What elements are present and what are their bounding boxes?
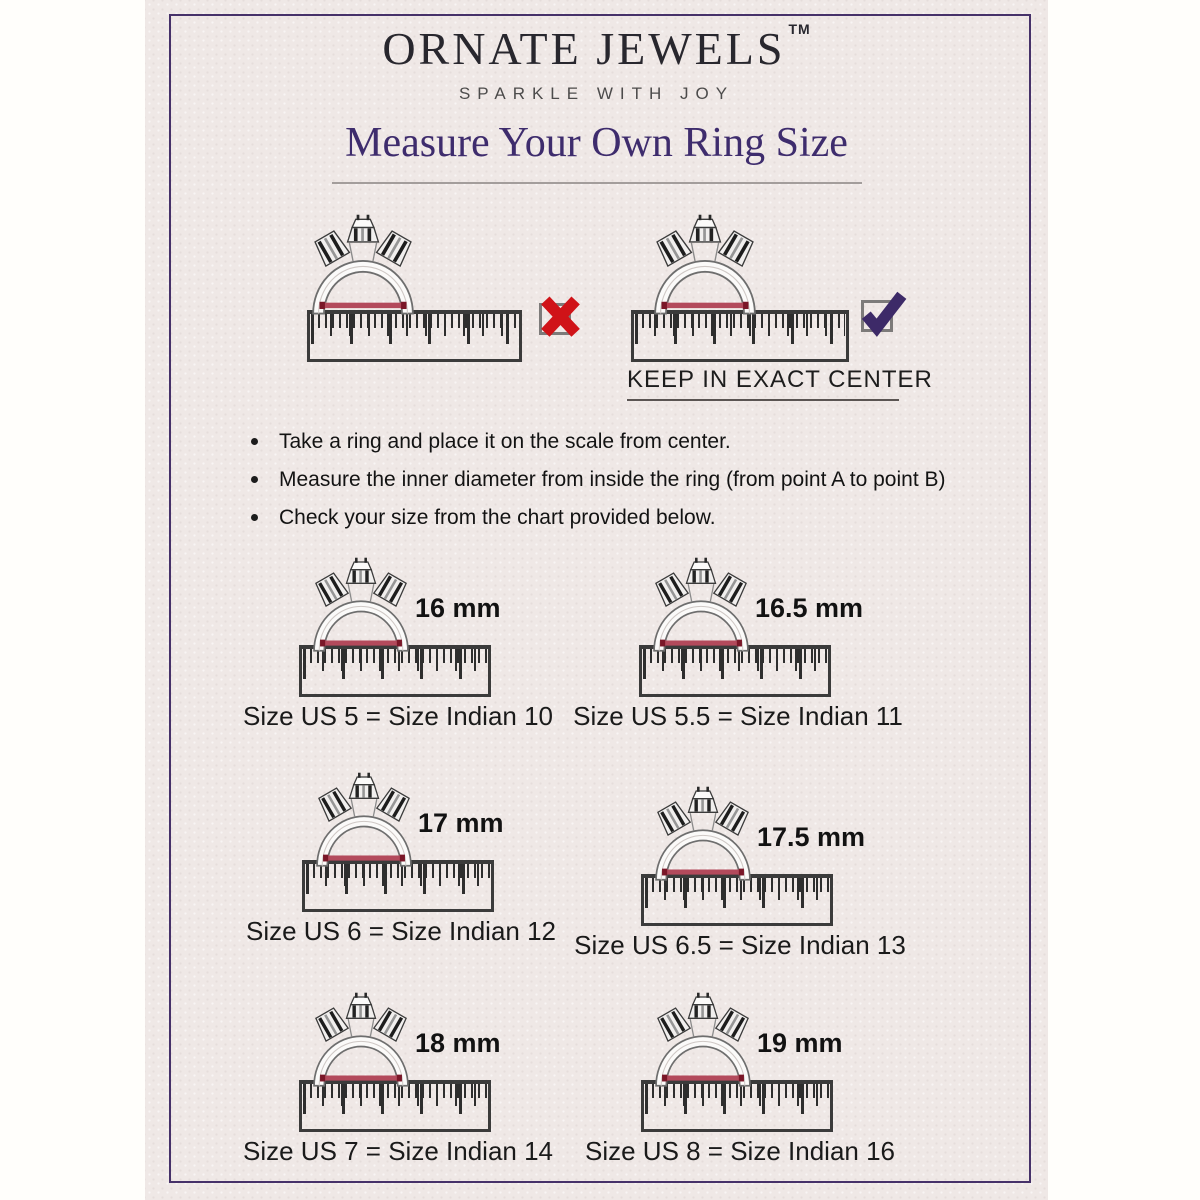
trademark-symbol: TM: [788, 21, 811, 37]
size-conversion-label: Size US 5.5 = Size Indian 11: [573, 701, 903, 731]
size-conversion-label: Size US 8 = Size Indian 16: [584, 1136, 896, 1166]
diameter-label: 18 mm: [415, 1028, 501, 1058]
size-conversion-label: Size US 6.5 = Size Indian 13: [574, 930, 906, 960]
demo-wrong-placement: [295, 212, 535, 372]
size-chart-item-19mm: [584, 990, 896, 1170]
x-icon: [539, 303, 571, 335]
ring-illustration: [297, 555, 425, 656]
size-conversion-label: Size US 7 = Size Indian 14: [242, 1136, 554, 1166]
size-chart-item-16mm: [242, 555, 554, 735]
ring-illustration: [639, 784, 767, 885]
ring-illustration: [297, 990, 425, 1091]
instruction-item: Take a ring and place it on the scale from center.: [248, 430, 946, 454]
demo-correct-placement: [631, 212, 871, 372]
diameter-label: 17.5 mm: [757, 822, 866, 852]
diameter-label: 17 mm: [418, 808, 504, 838]
instruction-list: [248, 430, 946, 544]
size-conversion-label: Size US 6 = Size Indian 12: [245, 916, 557, 946]
size-chart-item-17-5mm: [574, 784, 906, 964]
check-icon: [861, 300, 893, 332]
ring-illustration: [300, 770, 428, 871]
ring-illustration: [295, 212, 431, 319]
brand-tagline: SPARKLE WITH JOY: [458, 83, 735, 103]
size-chart-item-16-5mm: [573, 555, 903, 735]
title-divider: [332, 182, 862, 184]
ring-illustration: [639, 990, 767, 1091]
brand-name: ORNATE JEWELS: [382, 23, 786, 74]
diameter-label: 19 mm: [757, 1028, 843, 1058]
ring-illustration: [637, 212, 773, 319]
size-chart-item-18mm: [242, 990, 554, 1170]
page-title: Measure Your Own Ring Size: [345, 119, 848, 166]
diameter-label: 16 mm: [415, 593, 501, 623]
size-conversion-label: Size US 5 = Size Indian 10: [242, 701, 554, 731]
instruction-item: Measure the inner diameter from inside the ring (from point A to point B): [248, 468, 946, 492]
diameter-label: 16.5 mm: [755, 593, 864, 623]
size-chart-item-17mm: [245, 770, 557, 950]
ring-illustration: [637, 555, 765, 656]
instruction-item: Check your size from the chart provided below.: [248, 506, 946, 530]
keep-in-center-caption: KEEP IN EXACT CENTER: [627, 366, 899, 401]
brand-logo: [145, 22, 1048, 75]
size-guide-panel: [145, 0, 1048, 1200]
header: [145, 22, 1048, 184]
